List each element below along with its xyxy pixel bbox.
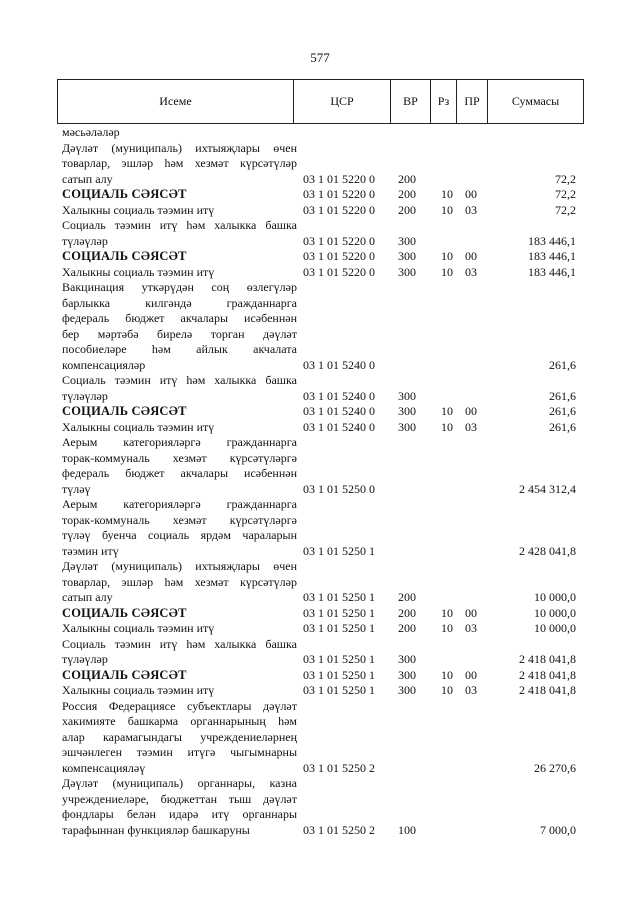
row-vr: 200 — [398, 202, 416, 217]
row-name — [62, 265, 297, 281]
row-name — [62, 187, 297, 203]
row-sum: 10 000,0 — [534, 605, 576, 620]
row-name — [62, 125, 297, 141]
row-name-line: СОЦИАЛЬ СӘЯСӘТ — [62, 249, 187, 263]
row-pr: 03 — [465, 264, 477, 279]
row-sum: 7 000,0 — [540, 822, 576, 837]
table-row — [62, 187, 576, 203]
table-row — [62, 420, 576, 436]
table-row — [62, 435, 576, 497]
table-row — [62, 559, 576, 606]
row-name-line: товарлар, эшләр һәм хезмәт күрсәтүләр — [62, 574, 297, 589]
row-name-line: хакимияте башкарма органнарының һәм — [62, 714, 297, 728]
row-name-line: СОЦИАЛЬ СӘЯСӘТ — [62, 187, 187, 201]
row-vr: 300 — [398, 249, 416, 263]
row-name-line: Дәүләт (муниципаль) органнары, казна — [62, 776, 297, 790]
row-name — [62, 420, 297, 436]
row-name — [62, 280, 297, 373]
row-sum: 261,6 — [549, 357, 576, 372]
header-rz: Рз — [430, 80, 456, 123]
row-sum: 183 446,1 — [528, 249, 576, 263]
row-rz: 10 — [441, 419, 453, 434]
row-vr: 300 — [398, 652, 416, 666]
table-row — [62, 776, 576, 838]
row-vr: 300 — [398, 233, 416, 248]
row-name-line: пособиеләре һәм айлык акчалата — [62, 342, 297, 356]
row-name-line: Халыкны социаль тәэмин итү — [62, 621, 215, 635]
row-vr: 300 — [398, 667, 416, 682]
row-rz: 10 — [441, 667, 453, 682]
row-csr: 03 1 01 5250 1 — [303, 621, 375, 635]
row-pr: 00 — [465, 605, 477, 620]
row-name-line: СОЦИАЛЬ СӘЯСӘТ — [62, 404, 187, 418]
row-vr: 200 — [398, 590, 416, 604]
row-name-line: СОЦИАЛЬ СӘЯСӘТ — [62, 605, 187, 620]
row-name-line: торак-коммуналь хезмәт күрсәтүләргә — [62, 450, 297, 465]
row-name — [62, 776, 297, 838]
table-row — [62, 699, 576, 777]
row-name-line: торак-коммуналь хезмәт күрсәтүләргә — [62, 512, 297, 527]
row-name-line: түләү — [62, 481, 91, 496]
row-rz: 10 — [441, 683, 453, 697]
row-name-line: сатып алу — [62, 171, 113, 186]
header-csr: ЦСР — [293, 80, 390, 123]
row-name-line: түләүләр — [62, 652, 108, 666]
row-sum: 72,2 — [555, 171, 576, 186]
row-name — [62, 373, 297, 404]
row-sum: 10 000,0 — [534, 621, 576, 635]
row-name-line: компенсацияләр — [62, 357, 146, 372]
row-name — [62, 668, 297, 684]
row-name-line: Социаль тәэмин итү һәм халыкка башка — [62, 636, 297, 651]
table-row — [62, 218, 576, 249]
row-rz: 10 — [441, 249, 453, 263]
row-vr: 200 — [398, 171, 416, 186]
table-row — [62, 668, 576, 684]
row-rz: 10 — [441, 605, 453, 620]
table-row — [62, 203, 576, 219]
row-sum: 10 000,0 — [534, 590, 576, 604]
table-row — [62, 683, 576, 699]
row-name-line: Халыкны социаль тәэмин итү — [62, 683, 215, 697]
row-name — [62, 203, 297, 219]
row-vr: 100 — [398, 822, 416, 837]
row-name-line: Россия Федерациясе субъектлары дәүләт — [62, 698, 297, 713]
table-row — [62, 404, 576, 420]
row-csr: 03 1 01 5240 0 — [303, 388, 375, 403]
table-row — [62, 280, 576, 373]
row-vr: 200 — [398, 187, 416, 201]
row-name-line: Дәүләт (муниципаль) ихтыяҗлары өчен — [62, 559, 297, 573]
row-name — [62, 637, 297, 668]
row-sum: 26 270,6 — [534, 760, 576, 775]
row-csr: 03 1 01 5220 0 — [303, 171, 375, 186]
header-name: Исеме — [159, 94, 192, 108]
row-name-line: алар карамагындагы учреждениеләрнең — [62, 729, 297, 744]
row-name-line: федераль бюджет акчалары исәбеннән — [62, 311, 297, 325]
table-row — [62, 125, 576, 141]
row-name — [62, 683, 297, 699]
row-csr: 03 1 01 5240 0 — [303, 404, 375, 418]
row-name — [62, 699, 297, 777]
row-name — [62, 621, 297, 637]
row-csr: 03 1 01 5250 2 — [303, 822, 375, 837]
row-sum: 2 418 041,8 — [519, 683, 576, 697]
row-vr: 300 — [398, 419, 416, 434]
row-rz: 10 — [441, 202, 453, 217]
row-name-line: түләүләр — [62, 388, 108, 403]
row-name — [62, 249, 297, 265]
row-vr: 300 — [398, 404, 416, 418]
row-sum: 2 418 041,8 — [519, 652, 576, 666]
row-name-line: Халыкны социаль тәэмин итү — [62, 202, 215, 217]
row-vr: 300 — [398, 388, 416, 403]
row-name-line: түләү буенча социаль ярдәм чараларын — [62, 528, 297, 542]
row-csr: 03 1 01 5220 0 — [303, 202, 375, 217]
page-number: 577 — [310, 50, 330, 65]
row-name-line: мәсьәләләр — [62, 125, 120, 139]
row-pr: 00 — [465, 667, 477, 682]
table-row — [62, 621, 576, 637]
row-csr: 03 1 01 5240 0 — [303, 419, 375, 434]
row-name-line: Аерым категорияләргә гражданнарга — [62, 497, 297, 511]
header-pr: ПР — [456, 80, 487, 123]
table-row — [62, 249, 576, 265]
header-sum: Суммасы — [487, 80, 583, 123]
row-pr: 03 — [465, 419, 477, 434]
row-sum: 183 446,1 — [528, 233, 576, 248]
row-csr: 03 1 01 5250 1 — [303, 590, 375, 604]
row-name-line: Социаль тәэмин итү һәм халыкка башка — [62, 373, 297, 387]
row-name-line: түләүләр — [62, 233, 108, 248]
row-csr: 03 1 01 5250 0 — [303, 481, 375, 496]
header-vr: ВР — [390, 80, 430, 123]
row-sum: 261,6 — [549, 419, 576, 434]
row-pr: 00 — [465, 187, 477, 201]
row-csr: 03 1 01 5220 0 — [303, 249, 375, 263]
row-name-line: Вакцинация уткәрүдән соң өзлегүләр — [62, 280, 297, 294]
row-pr: 03 — [465, 683, 477, 697]
row-name-line: тарафыннан функцияләр башкаруны — [62, 822, 250, 837]
row-name — [62, 218, 297, 249]
table-row — [62, 141, 576, 188]
row-pr: 00 — [465, 249, 477, 263]
row-sum: 2 428 041,8 — [519, 543, 576, 558]
row-name-line: бер мәртәбә бирелә торган дәүләт — [62, 326, 297, 341]
row-name — [62, 435, 297, 497]
row-name-line: СОЦИАЛЬ СӘЯСӘТ — [62, 667, 187, 682]
row-name-line: барлыкка килгәндә гражданнарга — [62, 295, 297, 310]
row-sum: 72,2 — [555, 187, 576, 201]
row-name-line: Дәүләт (муниципаль) ихтыяҗлары өчен — [62, 140, 297, 155]
row-name-line: учреждениеләре, бюджеттан тыш дәүләт — [62, 791, 297, 806]
row-rz: 10 — [441, 404, 453, 418]
row-csr: 03 1 01 5250 1 — [303, 683, 375, 697]
row-vr: 300 — [398, 264, 416, 279]
row-name-line: сатып алу — [62, 590, 113, 604]
row-name-line: Аерым категорияләргә гражданнарга — [62, 435, 297, 449]
row-rz: 10 — [441, 621, 453, 635]
table-row — [62, 637, 576, 668]
row-csr: 03 1 01 5250 1 — [303, 605, 375, 620]
row-sum: 72,2 — [555, 202, 576, 217]
row-sum: 261,6 — [549, 404, 576, 418]
row-name-line: товарлар, эшләр һәм хезмәт күрсәтүләр — [62, 156, 297, 170]
row-vr: 200 — [398, 605, 416, 620]
row-name-line: Халыкны социаль тәэмин итү — [62, 419, 215, 434]
row-name-line: эшчәнлеген тәэмин итүгә чыгымнарны — [62, 745, 297, 759]
row-name — [62, 497, 297, 559]
row-name — [62, 404, 297, 420]
row-name-line: тәэмин итү — [62, 543, 119, 558]
row-name — [62, 559, 297, 606]
row-name-line: компенсацияләү — [62, 760, 146, 775]
table-row — [62, 265, 576, 281]
row-vr: 300 — [398, 683, 416, 697]
row-name — [62, 141, 297, 188]
table-row — [62, 606, 576, 622]
row-name-line: федераль бюджет акчалары исәбеннән — [62, 466, 297, 480]
row-rz: 10 — [441, 187, 453, 201]
row-csr: 03 1 01 5250 1 — [303, 652, 375, 666]
row-name-line: фондлары белән идарә итү органнары — [62, 807, 297, 821]
row-csr: 03 1 01 5250 1 — [303, 543, 375, 558]
row-name-line: Халыкны социаль тәэмин итү — [62, 264, 215, 279]
table-header — [57, 79, 584, 124]
row-sum: 2 454 312,4 — [519, 481, 576, 496]
row-csr: 03 1 01 5220 0 — [303, 187, 375, 201]
row-pr: 03 — [465, 202, 477, 217]
row-pr: 00 — [465, 404, 477, 418]
row-sum: 2 418 041,8 — [519, 667, 576, 682]
row-vr: 200 — [398, 621, 416, 635]
row-sum: 261,6 — [549, 388, 576, 403]
row-name — [62, 606, 297, 622]
row-csr: 03 1 01 5250 1 — [303, 667, 375, 682]
row-sum: 183 446,1 — [528, 264, 576, 279]
row-rz: 10 — [441, 264, 453, 279]
row-csr: 03 1 01 5250 2 — [303, 760, 375, 775]
row-name-line: Социаль тәэмин итү һәм халыкка башка — [62, 218, 297, 232]
row-csr: 03 1 01 5220 0 — [303, 233, 375, 248]
table-row — [62, 373, 576, 404]
row-csr: 03 1 01 5220 0 — [303, 264, 375, 279]
table-body — [62, 125, 576, 838]
row-pr: 03 — [465, 621, 477, 635]
table-row — [62, 497, 576, 559]
row-csr: 03 1 01 5240 0 — [303, 357, 375, 372]
